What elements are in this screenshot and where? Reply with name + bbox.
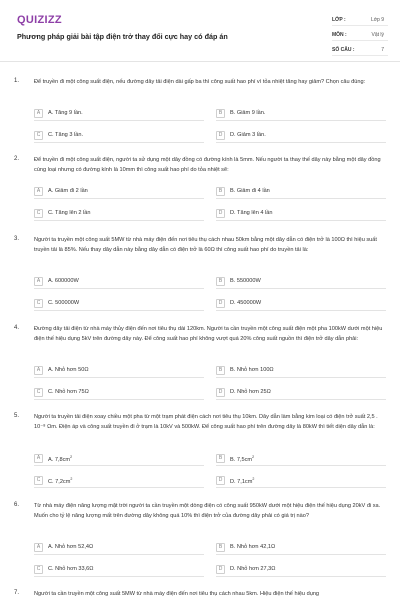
meta-count-label: SỐ CÂU : [332,47,355,53]
option-letter: B [216,109,225,118]
document-header [0,0,400,62]
option-letter: D [216,388,225,397]
option-text [230,477,254,485]
option-text: B. 550000W [230,278,261,284]
question-text: Người ta truyền một công suất 5MW từ nhà máy điện đến nơi tiêu thụ cách nhau 50km bằng một dây dẫn có điện trở là 100Ω thì hiệu suất truyền tải là 85%. Nếu thay dây dẫn này bằng dây dẫn có điện trở là 60Ω thì công suất hao phí do truyền tải là: [34,237,377,253]
option-text: A. Tăng 9 lần. [48,110,83,116]
option-d[interactable] [216,298,386,311]
option-letter: D [216,131,225,140]
question-number: 5. [14,413,20,419]
page-title: Phương pháp giải bài tập điện trở thay đổi cực hay có đáp án [17,32,228,41]
option-text: D. Nhỏ hơn 27,3Ω [230,566,276,572]
question-number: 7. [14,590,20,596]
option-b[interactable] [216,108,386,121]
meta-subject-label: MÔN : [332,32,347,38]
option-letter: C [34,299,43,308]
option-text: A. 600000W [48,278,79,284]
option-letter: C [34,565,43,574]
meta-grade-value: Lớp 9 [370,17,384,23]
option-a[interactable] [34,453,204,466]
option-letter: B [216,187,225,196]
option-d[interactable] [216,387,386,400]
question-text: Để truyền đi một công suất điện, nếu đường dây tải điện dài gấp ba thì công suất hao phí vì tỏa nhiệt tăng hay giảm? Chọn câu đúng: [34,79,366,85]
option-letter: D [216,299,225,308]
option-c[interactable] [34,298,204,311]
option-text: B. Giảm đi 4 lần [230,188,270,194]
option-text: D. Giảm 3 lần. [230,132,266,138]
option-letter: D [216,565,225,574]
meta-subject-value: Vật lý [371,32,384,38]
option-c[interactable] [34,387,204,400]
question-number: 2. [14,156,20,162]
option-letter: D [216,209,225,218]
option-b[interactable] [216,453,386,466]
option-letter: B [216,454,225,463]
option-letter: C [34,131,43,140]
option-text: C. Nhỏ hơn 75Ω [48,389,89,395]
option-b[interactable] [216,365,386,378]
option-text: C. Tăng 3 lần. [48,132,84,138]
option-a[interactable] [34,186,204,199]
option-letter: B [216,366,225,375]
option-text: A. Nhỏ hơn 52,4Ω [48,544,94,550]
option-value: A. 7,8cm [48,456,71,463]
meta-subject [332,29,388,41]
option-c[interactable] [34,475,204,488]
option-letter: A [34,543,43,552]
option-b[interactable] [216,186,386,199]
option-text: B. Nhỏ hơn 42,1Ω [230,544,276,550]
option-text: C. 500000W [48,300,80,306]
meta-grade-label: LỚP : [332,17,346,23]
meta-count-value: 7 [381,47,384,53]
option-c[interactable] [34,208,204,221]
option-text: A. Giảm đi 2 lần [48,188,88,194]
meta-count [332,44,388,56]
question-number: 6. [14,502,20,508]
option-value: B. 7,5cm [230,456,253,463]
option-text: C. Nhỏ hơn 33,6Ω [48,566,94,572]
question-text: Người ta truyền tải điện xoay chiều một pha từ một trạm phát điện cách nơi tiêu thụ 10km. Dây dẫn làm bằng kim loại có điện trở suất 2,5 . 10⁻⁸ Ωm. Điện áp và công suất truyền đi ở trạm là 10kV và 500kW. Để công suất hao phí trên đường dây là 80kW thì tiết diện dây dẫn là: [34,414,378,430]
option-letter: C [34,209,43,218]
option-exponent: 2 [70,477,73,481]
question-text: Để truyền đi một công suất điện, người ta sử dụng một dây đồng có đường kính là 5mm. Nếu người ta thay thế dây này bằng một dây đồng cùng loại nhưng có đường kính là 10mm thì công suất hao phí do tỏa nhiệt sẽ: [34,157,381,173]
option-d[interactable] [216,475,386,488]
option-text [48,455,72,463]
option-a[interactable] [34,542,204,555]
quizizz-logo: QUIZIZZ [17,14,62,26]
option-d[interactable] [216,130,386,143]
question-text: Người ta cần truyền một công suất 5MW từ nhà máy điện đến nơi tiêu thụ cách nhau 5km. Hiệu điện thế hiệu dụng [34,591,320,597]
option-text: D. Nhỏ hơn 25Ω [230,389,271,395]
option-d[interactable] [216,564,386,577]
option-text: B. Nhỏ hơn 100Ω [230,367,274,373]
option-letter: B [216,543,225,552]
option-text [48,477,72,485]
meta-grade [332,14,388,26]
option-letter: A [34,277,43,286]
option-c[interactable] [34,130,204,143]
option-text: D. Tăng lên 4 lần [230,210,273,216]
option-a[interactable] [34,276,204,289]
option-letter: A [34,187,43,196]
option-letter: C [34,388,43,397]
option-a[interactable] [34,108,204,121]
option-exponent: 2 [252,455,255,459]
option-d[interactable] [216,208,386,221]
option-letter: A [34,109,43,118]
option-text: A. Nhỏ hơn 50Ω [48,367,89,373]
option-text: C. Tăng lên 2 lần [48,210,91,216]
option-exponent: 2 [252,477,255,481]
option-text: D. 450000W [230,300,262,306]
question-number: 3. [14,236,20,242]
option-a[interactable] [34,365,204,378]
question-number: 4. [14,325,20,331]
option-letter: D [216,476,225,485]
option-text: B. Giảm 9 lần. [230,110,266,116]
option-letter: C [34,476,43,485]
option-value: D. 7,1cm [230,478,253,485]
option-letter: A [34,454,43,463]
option-letter: A [34,366,43,375]
option-c[interactable] [34,564,204,577]
option-b[interactable] [216,542,386,555]
option-value: C. 7,2cm [48,478,71,485]
option-letter: B [216,277,225,286]
question-text: Từ nhà máy điện năng lượng mặt trời người ta cần truyền một dòng điện có công suất 950kW dưới một hiệu điện thế hiệu dụng 20kV đi xa. Muốn cho tỷ lệ năng lượng mất trên đường dây không quá 10% thì điện trở của đường dây phải có giá trị nào? [34,503,381,519]
question-text: Đường dây tải điện từ nhà máy thủy điện đến nơi tiêu thụ dài 120km. Người ta cần truyền một công suất điện một pha 100kW dưới một hiệu điện thế hiệu dụng 5kV trên đường dây này. Để công suất hao phí không vượt quá 20% công suất nguồn thì điện trở dây dẫn phải: [34,326,383,342]
question-number: 1. [14,78,20,84]
option-exponent: 2 [70,455,73,459]
option-text [230,455,254,463]
option-b[interactable] [216,276,386,289]
